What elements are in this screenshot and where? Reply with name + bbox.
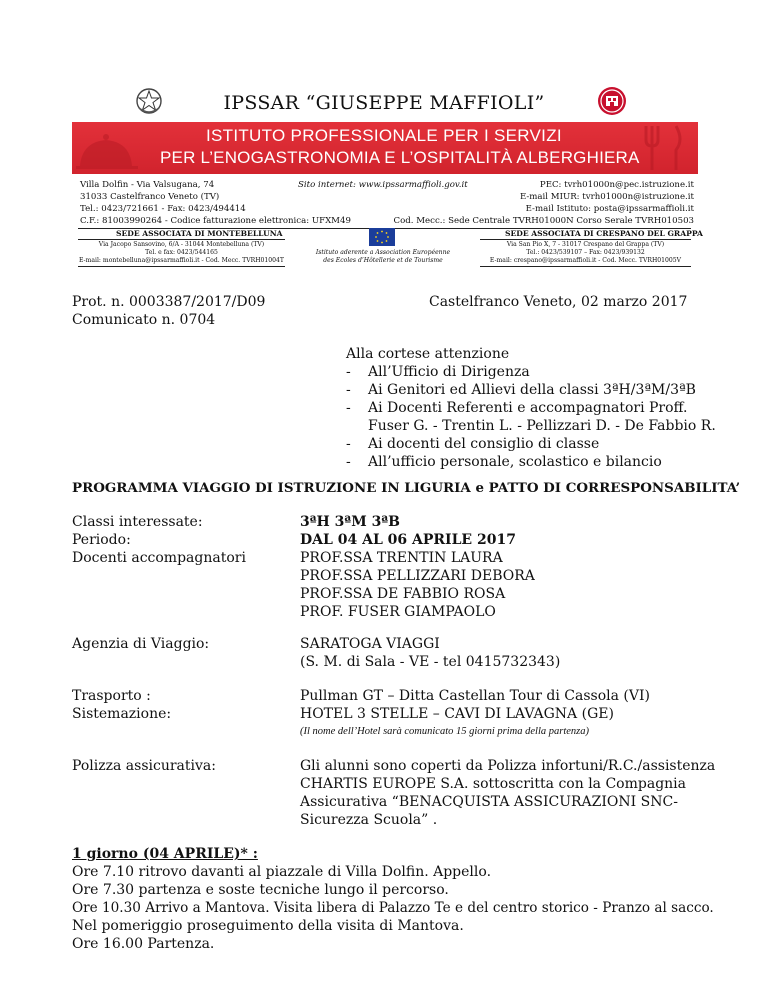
- hotel-note: (Il nome dell’Hotel sarà comunicato 15 giorni prima della partenza): [300, 726, 590, 737]
- day1-line: Ore 10.30 Arrivo a Mantova. Visita libera di Palazzo Te e del centro storico - Pranzo al sacco.: [72, 900, 714, 916]
- day1-heading: 1 giorno (04 APRILE)* :: [72, 846, 258, 862]
- teacher-name: PROF.SSA TRENTIN LAURA: [300, 550, 503, 566]
- transport-label: Trasporto :: [72, 688, 151, 704]
- recipients-intro: Alla cortese attenzione: [346, 346, 510, 362]
- day1-line: Ore 16.00 Partenza.: [72, 936, 215, 952]
- classes-value: 3ªH 3ªM 3ªB: [300, 514, 400, 530]
- period-value: DAL 04 AL 06 APRILE 2017: [300, 532, 516, 548]
- address-line-1: Villa Dolfin - Via Valsugana, 74: [80, 180, 215, 190]
- sede-left-divider: [78, 239, 285, 240]
- classes-label: Classi interessate:: [72, 514, 203, 530]
- institute-banner: [72, 122, 698, 174]
- mechanographic-code: Cod. Mecc.: Sede Centrale TVRH01000N Corso Serale TVRH010503: [393, 216, 694, 226]
- document-title: PROGRAMMA VIAGGIO DI ISTRUZIONE IN LIGURIA e PATTO DI CORRESPONSABILITA’: [72, 480, 741, 496]
- protocol-number: Prot. n. 0003387/2017/D09: [72, 294, 266, 310]
- banner-line-1: ISTITUTO PROFESSIONALE PER I SERVIZI: [206, 126, 562, 145]
- insurance-label: Polizza assicurativa:: [72, 758, 216, 774]
- address-line-4: C.F.: 81003990264 - Codice fatturazione elettronica: UFXM49: [80, 216, 351, 226]
- address-line-3: Tel.: 0423/721661 - Fax: 0423/494414: [80, 204, 246, 214]
- teacher-name: PROF.SSA DE FABBIO ROSA: [300, 586, 506, 602]
- sede-crespano-address: Via San Pio X, 7 - 31017 Crespano del Grappa (TV): [506, 241, 665, 248]
- eu-flag-icon: [369, 228, 395, 246]
- recipient-item: - All’ufficio personale, scolastico e bilancio: [346, 454, 662, 470]
- sede-montebelluna-address: Via Jacopo Sansovino, 6/A - 31044 Montebelluna (TV): [98, 241, 265, 248]
- insurance-line: Sicurezza Scuola” .: [300, 812, 438, 828]
- sede-montebelluna-title: SEDE ASSOCIATA DI MONTEBELLUNA: [116, 229, 283, 238]
- accommodation-value: HOTEL 3 STELLE – CAVI DI LAVAGNA (GE): [300, 706, 614, 722]
- recipient-item: - All’Ufficio di Dirigenza: [346, 364, 530, 380]
- sede-montebelluna-email: E-mail: montebelluna@ipssarmaffioli.it - Cod. Mecc. TVRH01004T: [79, 257, 284, 264]
- sede-crespano-phone: Tel.: 0423/539107 – Fax: 0423/939132: [526, 249, 645, 256]
- aeht-membership-2: des Ecoles d’Hôtellerie et de Tourisme: [323, 257, 443, 264]
- website: Sito internet: www.ipssarmaffioli.gov.it: [298, 180, 468, 190]
- agency-label: Agenzia di Viaggio:: [72, 636, 210, 652]
- teacher-name: PROF. FUSER GIAMPAOLO: [300, 604, 496, 620]
- sede-right-divider: [480, 239, 691, 240]
- sede-montebelluna-phone: Tel. e fax: 0423/544165: [145, 249, 218, 256]
- school-name: IPSSAR “GIUSEPPE MAFFIOLI”: [223, 92, 545, 114]
- day1-line: Nel pomeriggio proseguimento della visita di Mantova.: [72, 918, 464, 934]
- insurance-line: Assicurativa “BENACQUISTA ASSICURAZIONI SNC-: [300, 794, 678, 810]
- sede-right-bottom-rule: [480, 266, 691, 267]
- recipient-item: - Ai Docenti Referenti e accompagnatori Proff.: [346, 400, 688, 416]
- transport-value: Pullman GT – Ditta Castellan Tour di Cassola (VI): [300, 688, 650, 704]
- sede-crespano-title: SEDE ASSOCIATA DI CRESPANO DEL GRAPPA: [505, 229, 703, 238]
- teachers-label: Docenti accompagnatori: [72, 550, 246, 566]
- insurance-line: Gli alunni sono coperti da Polizza infortuni/R.C./assistenza: [300, 758, 716, 774]
- sede-left-bottom-rule: [78, 266, 285, 267]
- agency-name: SARATOGA VIAGGI: [300, 636, 440, 652]
- address-line-2: 31033 Castelfranco Veneto (TV): [80, 192, 220, 202]
- communication-number: Comunicato n. 0704: [72, 312, 216, 328]
- fork-knife-icon: [632, 122, 698, 174]
- aeht-membership-1: Istituto aderente a Association Européenne: [315, 249, 451, 256]
- institute-email: E-mail Istituto: posta@ipssarmaffioli.it: [525, 204, 694, 214]
- sede-crespano-email: E-mail: crespano@ipssarmaffioli.it - Cod. Mecc. TVRH01005V: [489, 257, 682, 264]
- period-label: Periodo:: [72, 532, 131, 548]
- school-logo-icon: [597, 86, 627, 116]
- place-and-date: Castelfranco Veneto, 02 marzo 2017: [429, 294, 688, 310]
- accommodation-label: Sistemazione:: [72, 706, 172, 722]
- agency-contact: (S. M. di Sala - VE - tel 0415732343): [300, 654, 561, 670]
- pec-email: PEC: tvrh01000n@pec.istruzione.it: [539, 180, 694, 190]
- recipient-item: - Ai docenti del consiglio di classe: [346, 436, 600, 452]
- miur-email: E-mail MIUR: tvrh01000n@istruzione.it: [519, 192, 694, 202]
- recipient-item-continuation: Fuser G. - Trentin L. - Pellizzari D. - De Fabbio R.: [368, 418, 716, 434]
- day1-line: Ore 7.30 partenza e soste tecniche lungo il percorso.: [72, 882, 449, 898]
- day1-line: Ore 7.10 ritrovo davanti al piazzale di Villa Dolfin. Appello.: [72, 864, 492, 880]
- recipient-item: - Ai Genitori ed Allievi della classi 3ªH/3ªM/3ªB: [346, 382, 696, 398]
- cloche-icon: [72, 122, 152, 174]
- banner-line-2: PER L’ENOGASTRONOMIA E L’OSPITALITÀ ALBERGHIERA: [160, 148, 640, 167]
- insurance-line: CHARTIS EUROPE S.A. sottoscritta con la Compagnia: [300, 776, 686, 792]
- teacher-name: PROF.SSA PELLIZZARI DEBORA: [300, 568, 535, 584]
